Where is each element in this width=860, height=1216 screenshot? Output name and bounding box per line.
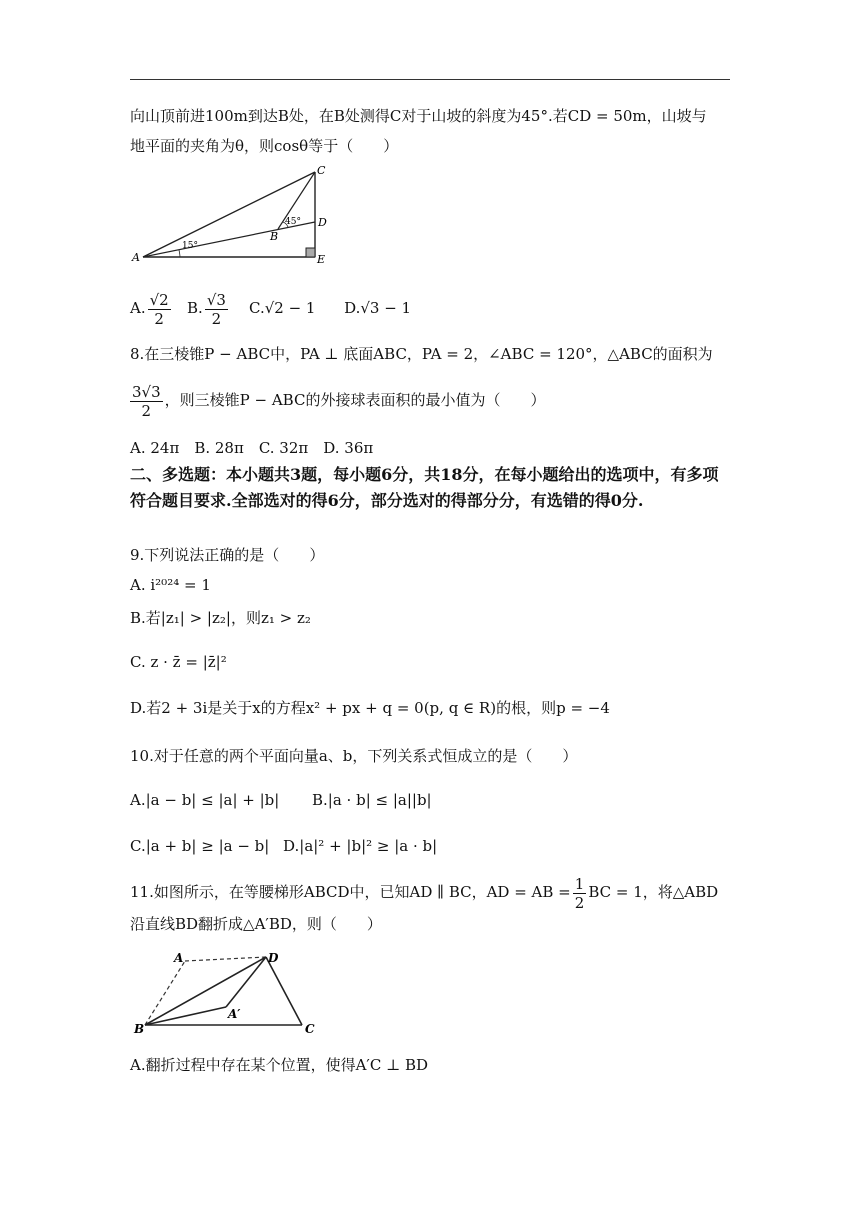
q7-opt-c: C.√2 − 1: [249, 299, 316, 317]
q7-opt-d: D.√3 − 1: [344, 299, 412, 317]
q11-line1-pre: 11.如图所示，在等腰梯形ABCD中，已知AD ∥ BC，AD = AB =: [130, 883, 571, 901]
q9-option-c: C. z · z̄ = |z̄|²: [130, 653, 227, 671]
q7-opt-a-num: √2: [149, 290, 169, 309]
q11-label-C: C: [305, 1022, 315, 1036]
q7-options: [130, 286, 730, 330]
q7-label-D: D: [318, 216, 327, 229]
q8-frac-num: 3√3: [132, 382, 161, 401]
q11-frac-den: 2: [574, 893, 585, 912]
q11-frac-num: 1: [574, 874, 585, 893]
q7-opt-b-den: 2: [211, 309, 222, 328]
section-2-heading: 二、多选题：本小题共3题，每小题6分，共18分，在每小题给出的选项中，有多项符合题目要求.全部选对的得6分，部分选对的得部分分，有选错的得0分.: [130, 465, 719, 510]
q11-label-Ap: A′: [228, 1007, 241, 1021]
q8-line2-wrap: [130, 378, 730, 422]
q7-angle-15: 15°: [182, 241, 198, 251]
q7-triangle-figure: [128, 160, 333, 270]
q7-opt-b-label: B.: [187, 299, 203, 317]
q7-label-A: A: [132, 251, 140, 264]
q11-label-A: A: [174, 951, 184, 965]
q8-line2: ，则三棱锥P − ABC的外接球表面积的最小值为（ ）: [164, 391, 546, 409]
q7-opt-a-den: 2: [154, 309, 164, 328]
q11-trapezoid-figure: [130, 945, 330, 1040]
q10-option-d: D.|a|² + |b|² ≥ |a · b|: [283, 837, 438, 855]
q9-option-b: B.若|z₁| > |z₂|，则z₁ > z₂: [130, 609, 311, 627]
q11-line2: 沿直线BD翻折成△A′BD，则（ ）: [130, 915, 382, 933]
header-rule: [130, 79, 730, 80]
q7-label-E: E: [317, 253, 326, 266]
q7-line2: 地平面的夹角为θ，则cosθ等于（ ）: [130, 137, 399, 155]
q7-line1: 向山顶前进100m到达B处，在B处测得C对于山坡的斜度为45°.若CD = 50m，山坡与: [130, 107, 707, 125]
q11-label-B: B: [134, 1022, 145, 1036]
q11-line1: [130, 870, 730, 914]
q7-opt-b-num: √3: [206, 290, 226, 309]
q8-line1: 8.在三棱锥P − ABC中，PA ⊥ 底面ABC，PA = 2，∠ABC = 120°，△ABC的面积为: [130, 345, 713, 363]
q9-stem: 9.下列说法正确的是（ ）: [130, 546, 325, 564]
q10-option-a: A.|a − b| ≤ |a| + |b|: [130, 791, 280, 809]
q7-angle-45: 45°: [285, 217, 301, 227]
q7-opt-a-label: A.: [130, 299, 146, 317]
q9-option-a: A. i²⁰²⁴ = 1: [130, 576, 211, 594]
q10-stem: 10.对于任意的两个平面向量a、b，下列关系式恒成立的是（ ）: [130, 747, 578, 765]
q9-option-d: D.若2 + 3i是关于x的方程x² + px + q = 0(p, q ∈ R)的根，则p = −4: [130, 699, 610, 717]
q8-options: A. 24π B. 28π C. 32π D. 36π: [130, 439, 374, 457]
q7-label-C: C: [317, 164, 326, 177]
q11-line1-post: BC = 1，将△ABD: [588, 883, 719, 901]
q10-option-b: B.|a · b| ≤ |a||b|: [312, 791, 432, 809]
q11-label-D: D: [268, 951, 279, 965]
q10-option-c: C.|a + b| ≥ |a − b|: [130, 837, 270, 855]
q7-label-B: B: [270, 230, 279, 243]
q11-option-a: A.翻折过程中存在某个位置，使得A′C ⊥ BD: [130, 1056, 429, 1074]
q8-frac-den: 2: [141, 401, 152, 420]
